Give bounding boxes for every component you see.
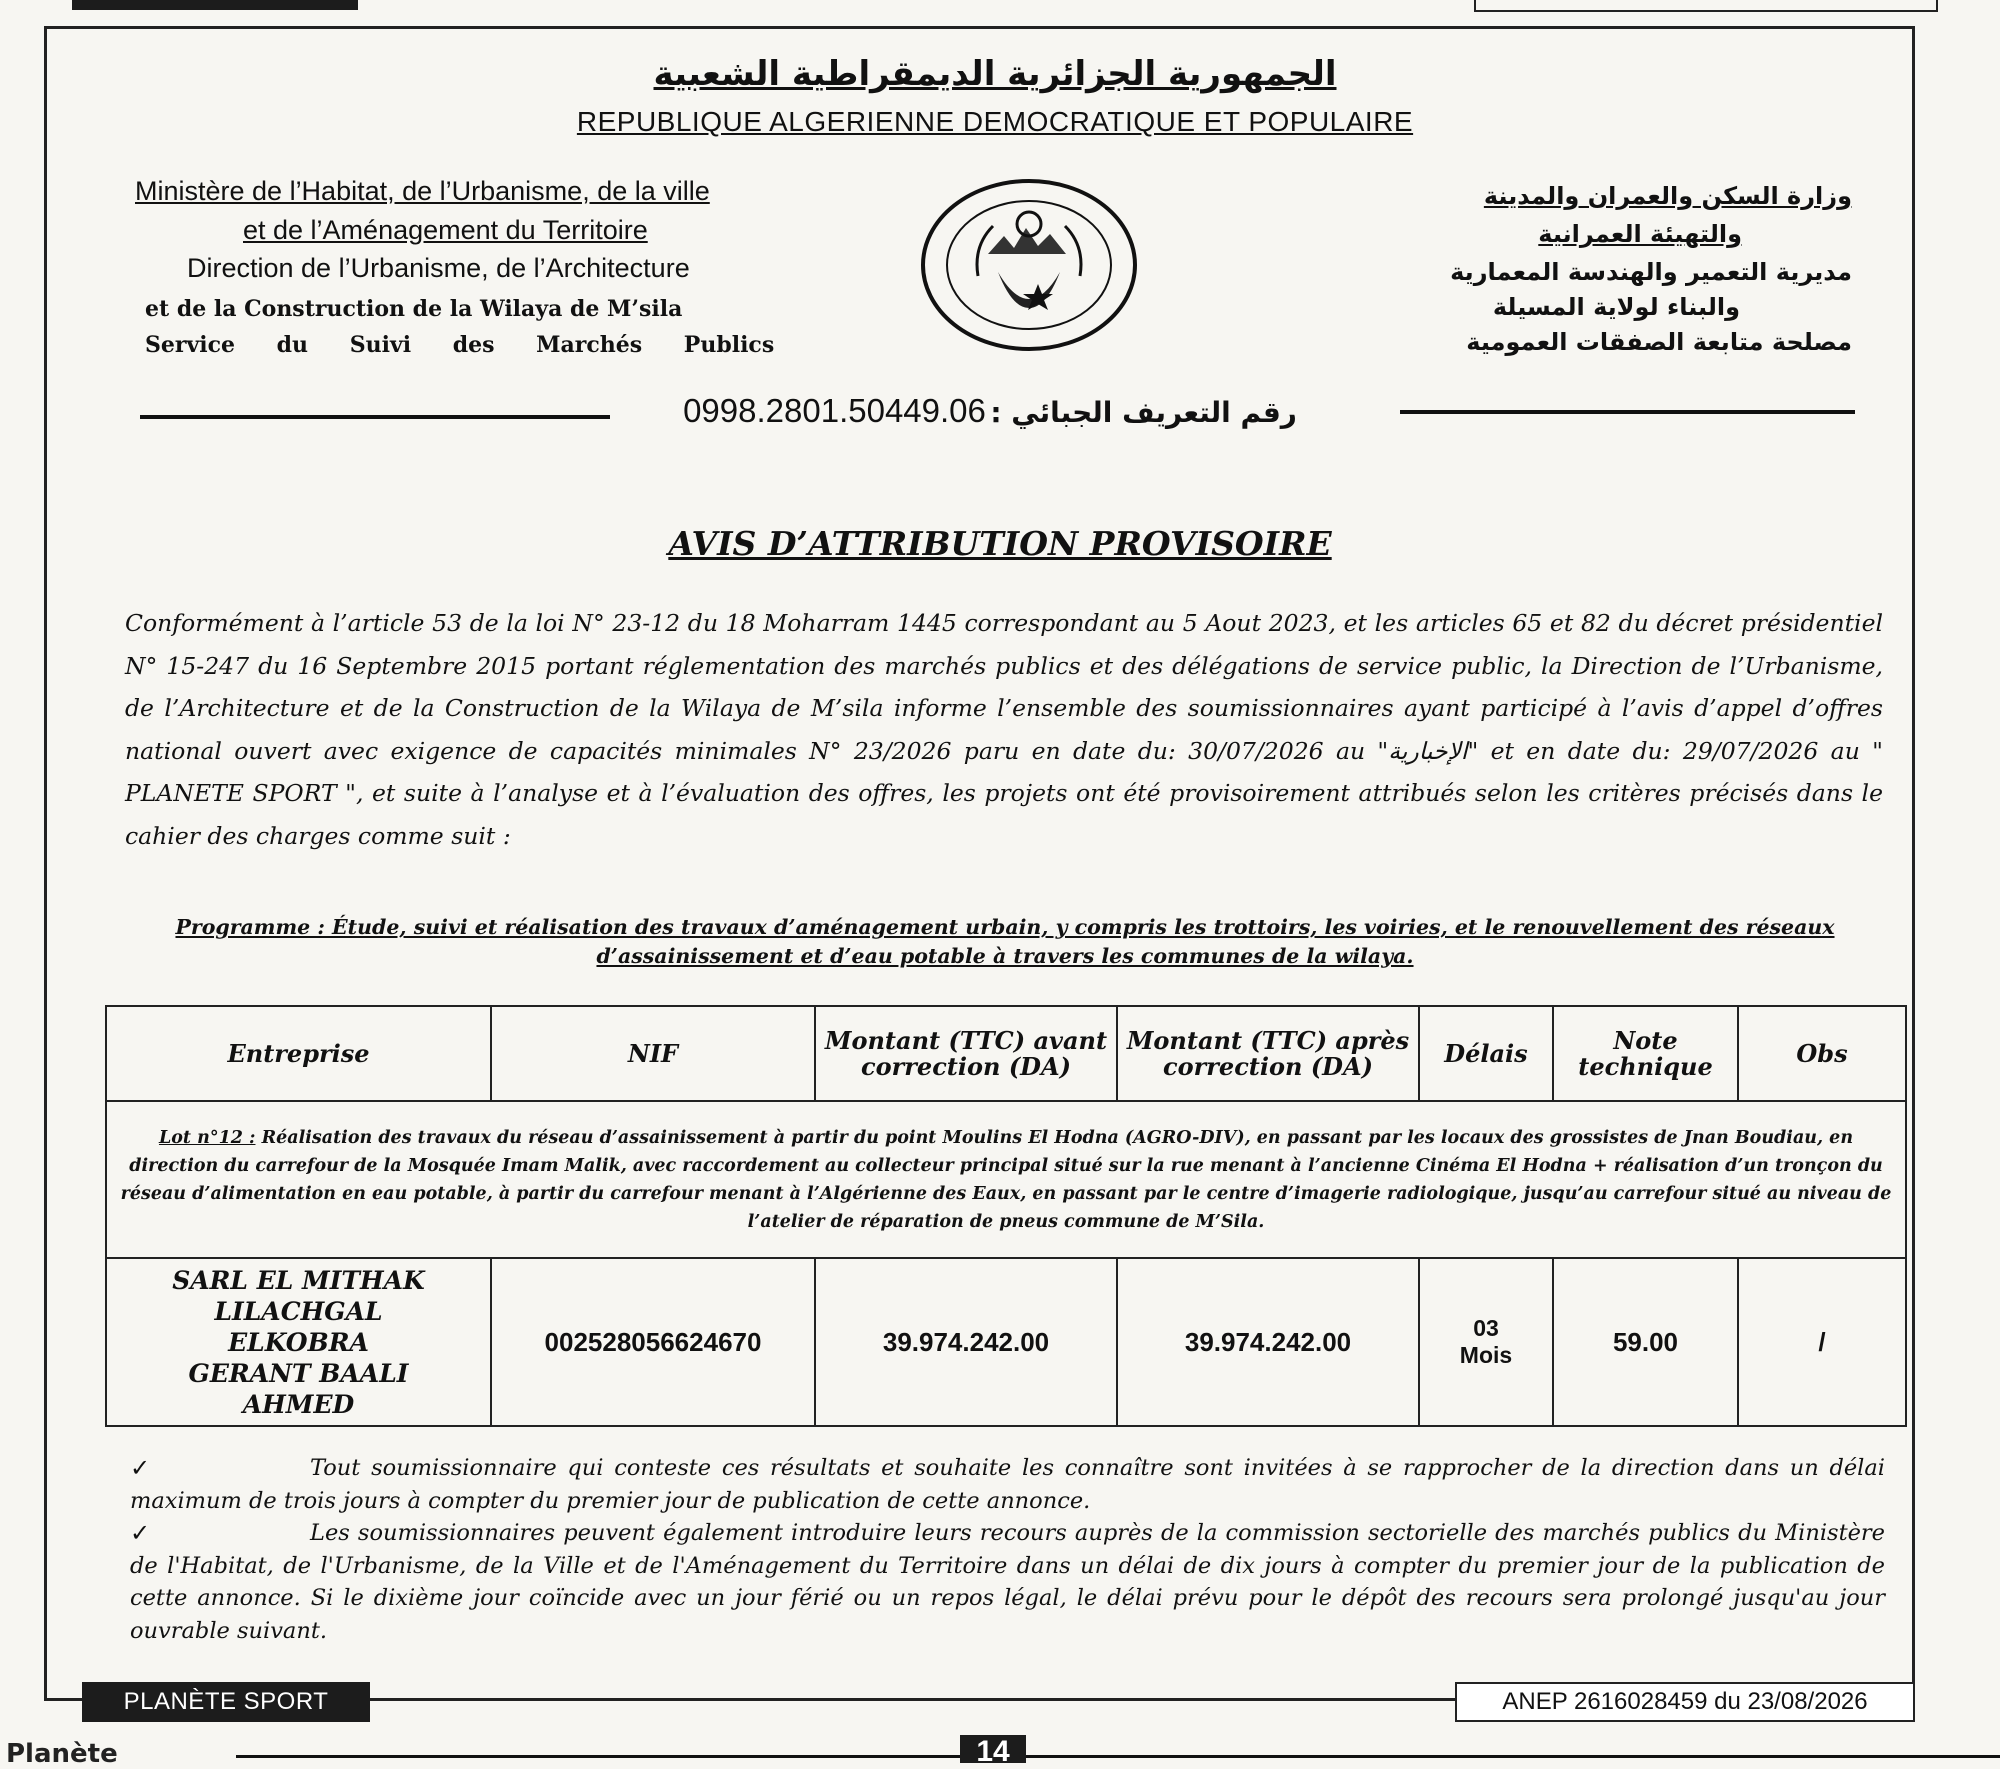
header-arabic-title: الجمهورية الجزائرية الديمقراطية الشعبية xyxy=(653,54,1337,94)
cell-montant-apres: 39.974.242.00 xyxy=(1117,1258,1419,1426)
cell-delais xyxy=(1419,1258,1553,1426)
top-black-tab xyxy=(72,0,358,10)
lot-row xyxy=(106,1101,1906,1258)
ar-direction-line-2: والبناء لولاية المسيلة xyxy=(1492,293,1740,321)
page-number: 14 xyxy=(960,1735,1026,1763)
ministry-line-1: Ministère de l’Habitat, de l’Urbanisme, de la ville xyxy=(135,176,710,206)
nif-rule-right xyxy=(1400,410,1855,414)
lot-description xyxy=(106,1101,1906,1258)
top-reference-box xyxy=(1474,0,1938,12)
publication-tag: PLANÈTE SPORT xyxy=(82,1682,370,1722)
bullet-text: Les soumissionnaires peuvent également introduire leurs recours auprès de la commission sectorielle des marchés publics du Ministère de l'Habitat, de l'Urbanisme, de la Ville et de l'Aménagement du Territoire dans un délai de dix jours à compter du premier jour de la publication de cette annonce. Si le dixième jour coïncide avec un jour férié ou un repos légal, le délai prévu pour le dépôt des recours sera prolongé jusqu'au jour ouvrable suivant. xyxy=(130,1520,1885,1644)
header-obs: Obs xyxy=(1738,1006,1906,1101)
table-header-row xyxy=(106,1006,1906,1101)
bullet-contestation xyxy=(130,1452,1885,1517)
planete-sport-logo: Planète xyxy=(6,1739,118,1769)
page-bottom-rule xyxy=(236,1755,2000,1758)
header-french-title: REPUBLIQUE ALGERIENNE DEMOCRATIQUE ET POPULAIRE xyxy=(576,106,1414,137)
ar-ministry-line-1: وزارة السكن والعمران والمدينة xyxy=(1483,182,1852,210)
programme-description: Programme : Étude, suivi et réalisation des travaux d’aménagement urbain, y compris les trottoirs, les voiries, et le renouvellement des réseaux d’assainissement et d’eau potable à travers les communes de la wilaya. xyxy=(175,915,1835,968)
entreprise-line: AHMED xyxy=(242,1389,355,1419)
lot-text: Réalisation des travaux du réseau d’assainissement à partir du point Moulins El Hodna (AGRO-DIV), en passant par les locaux des grossistes de Jnan Boudiau, en direction du carrefour de la Mosquée Imam Malik, avec raccordement au collecteur principal situé sur la rue menant à l’ancienne Cinéma El Hodna + réalisation d’un tronçon du réseau d’alimentation en eau potable, à partir du carrefour menant à l’Algérienne des Eaux, en passant par le centre d’imagerie radiologique, jusqu’au carrefour situé au niveau de l’atelier de réparation de pneus commune de M’Sila. xyxy=(120,1127,1892,1232)
cell-entreprise xyxy=(106,1258,491,1426)
cell-note-technique: 59.00 xyxy=(1553,1258,1738,1426)
bullet-text: Tout soumissionnaire qui conteste ces résultats et souhaite les connaître sont invitées à se rapprocher de la direction dans un délai maximum de trois jours à compter du premier jour de publication de cette annonce. xyxy=(130,1455,1885,1514)
header-entreprise: Entreprise xyxy=(106,1006,491,1101)
notice-body: Conformément à l’article 53 de la loi N° 23-12 du 18 Moharram 1445 correspondant au 5 Aout 2023, et les articles 65 et 82 du décret présidentiel N° 15-247 du 16 Septembre 2015 portant réglementation des marchés publics et des délégations de service public, la Direction de l’Urbanisme, de l’Architecture et de la Construction de la Wilaya de M’sila informe l’ensemble des soumissionnaires ayant participé à l’avis d’appel d’offres national ouvert avec exigence de capacités minimales N° 23/2026 paru en date du: 30/07/2026 au "الإخبارية" et en date du: 29/07/2026 au " PLANETE SPORT ", et suite à l’analyse et à l’évaluation des offres, les projets ont été provisoirement attribués selon les critères précisés dans le cahier des charges comme suit : xyxy=(125,609,1883,850)
fiscal-id-line xyxy=(640,392,1340,430)
algeria-seal-emblem xyxy=(918,176,1140,354)
header-nif: NIF xyxy=(491,1006,815,1101)
cell-nif: 002528056624670 xyxy=(491,1258,815,1426)
delais-unit: Mois xyxy=(1459,1342,1513,1368)
direction-line-1: Direction de l’Urbanisme, de l’Architecture xyxy=(187,253,690,283)
bullet-recours xyxy=(130,1517,1885,1647)
entreprise-line: GERANT BAALI xyxy=(188,1358,409,1388)
direction-line-2: et de la Construction de la Wilaya de M’sila xyxy=(145,296,683,322)
checkmark-icon: ✓ xyxy=(130,1454,151,1482)
header-montant-avant: Montant (TTC) avant correction (DA) xyxy=(815,1006,1117,1101)
entreprise-line: LILACHGAL xyxy=(214,1296,383,1326)
header-note-technique: Note technique xyxy=(1553,1006,1738,1101)
ministry-line-2: et de l’Aménagement du Territoire xyxy=(243,215,648,245)
cell-montant-avant: 39.974.242.00 xyxy=(815,1258,1117,1426)
nif-rule-left xyxy=(140,415,610,419)
header-delais: Délais xyxy=(1419,1006,1553,1101)
fiscal-id-label: رقم التعريف الجبائي : xyxy=(990,396,1297,429)
cell-obs: / xyxy=(1738,1258,1906,1426)
fiscal-id-number: 0998.2801.50449.06 xyxy=(683,392,986,429)
table-row xyxy=(106,1258,1906,1426)
notice-title: AVIS D’ATTRIBUTION PROVISOIRE xyxy=(668,524,1332,563)
anep-reference: ANEP 2616028459 du 23/08/2026 xyxy=(1455,1682,1915,1722)
notice-bullets xyxy=(130,1452,1885,1647)
attribution-table xyxy=(105,1005,1907,1427)
checkmark-icon: ✓ xyxy=(130,1519,151,1547)
ar-direction-line-1: مديرية التعمير والهندسة المعمارية xyxy=(1450,258,1852,286)
delais-value: 03 xyxy=(1473,1315,1499,1341)
entreprise-line: ELKOBRA xyxy=(228,1327,369,1357)
header-montant-apres: Montant (TTC) après correction (DA) xyxy=(1117,1006,1419,1101)
ar-ministry-line-2: والتهيئة العمرانية xyxy=(1538,220,1742,248)
entreprise-line: SARL EL MITHAK xyxy=(172,1265,425,1295)
ar-service-line: مصلحة متابعة الصفقات العمومية xyxy=(1466,328,1852,356)
lot-label: Lot n°12 : xyxy=(158,1127,256,1148)
service-line: Service du Suivi des Marchés Publics xyxy=(145,332,775,358)
